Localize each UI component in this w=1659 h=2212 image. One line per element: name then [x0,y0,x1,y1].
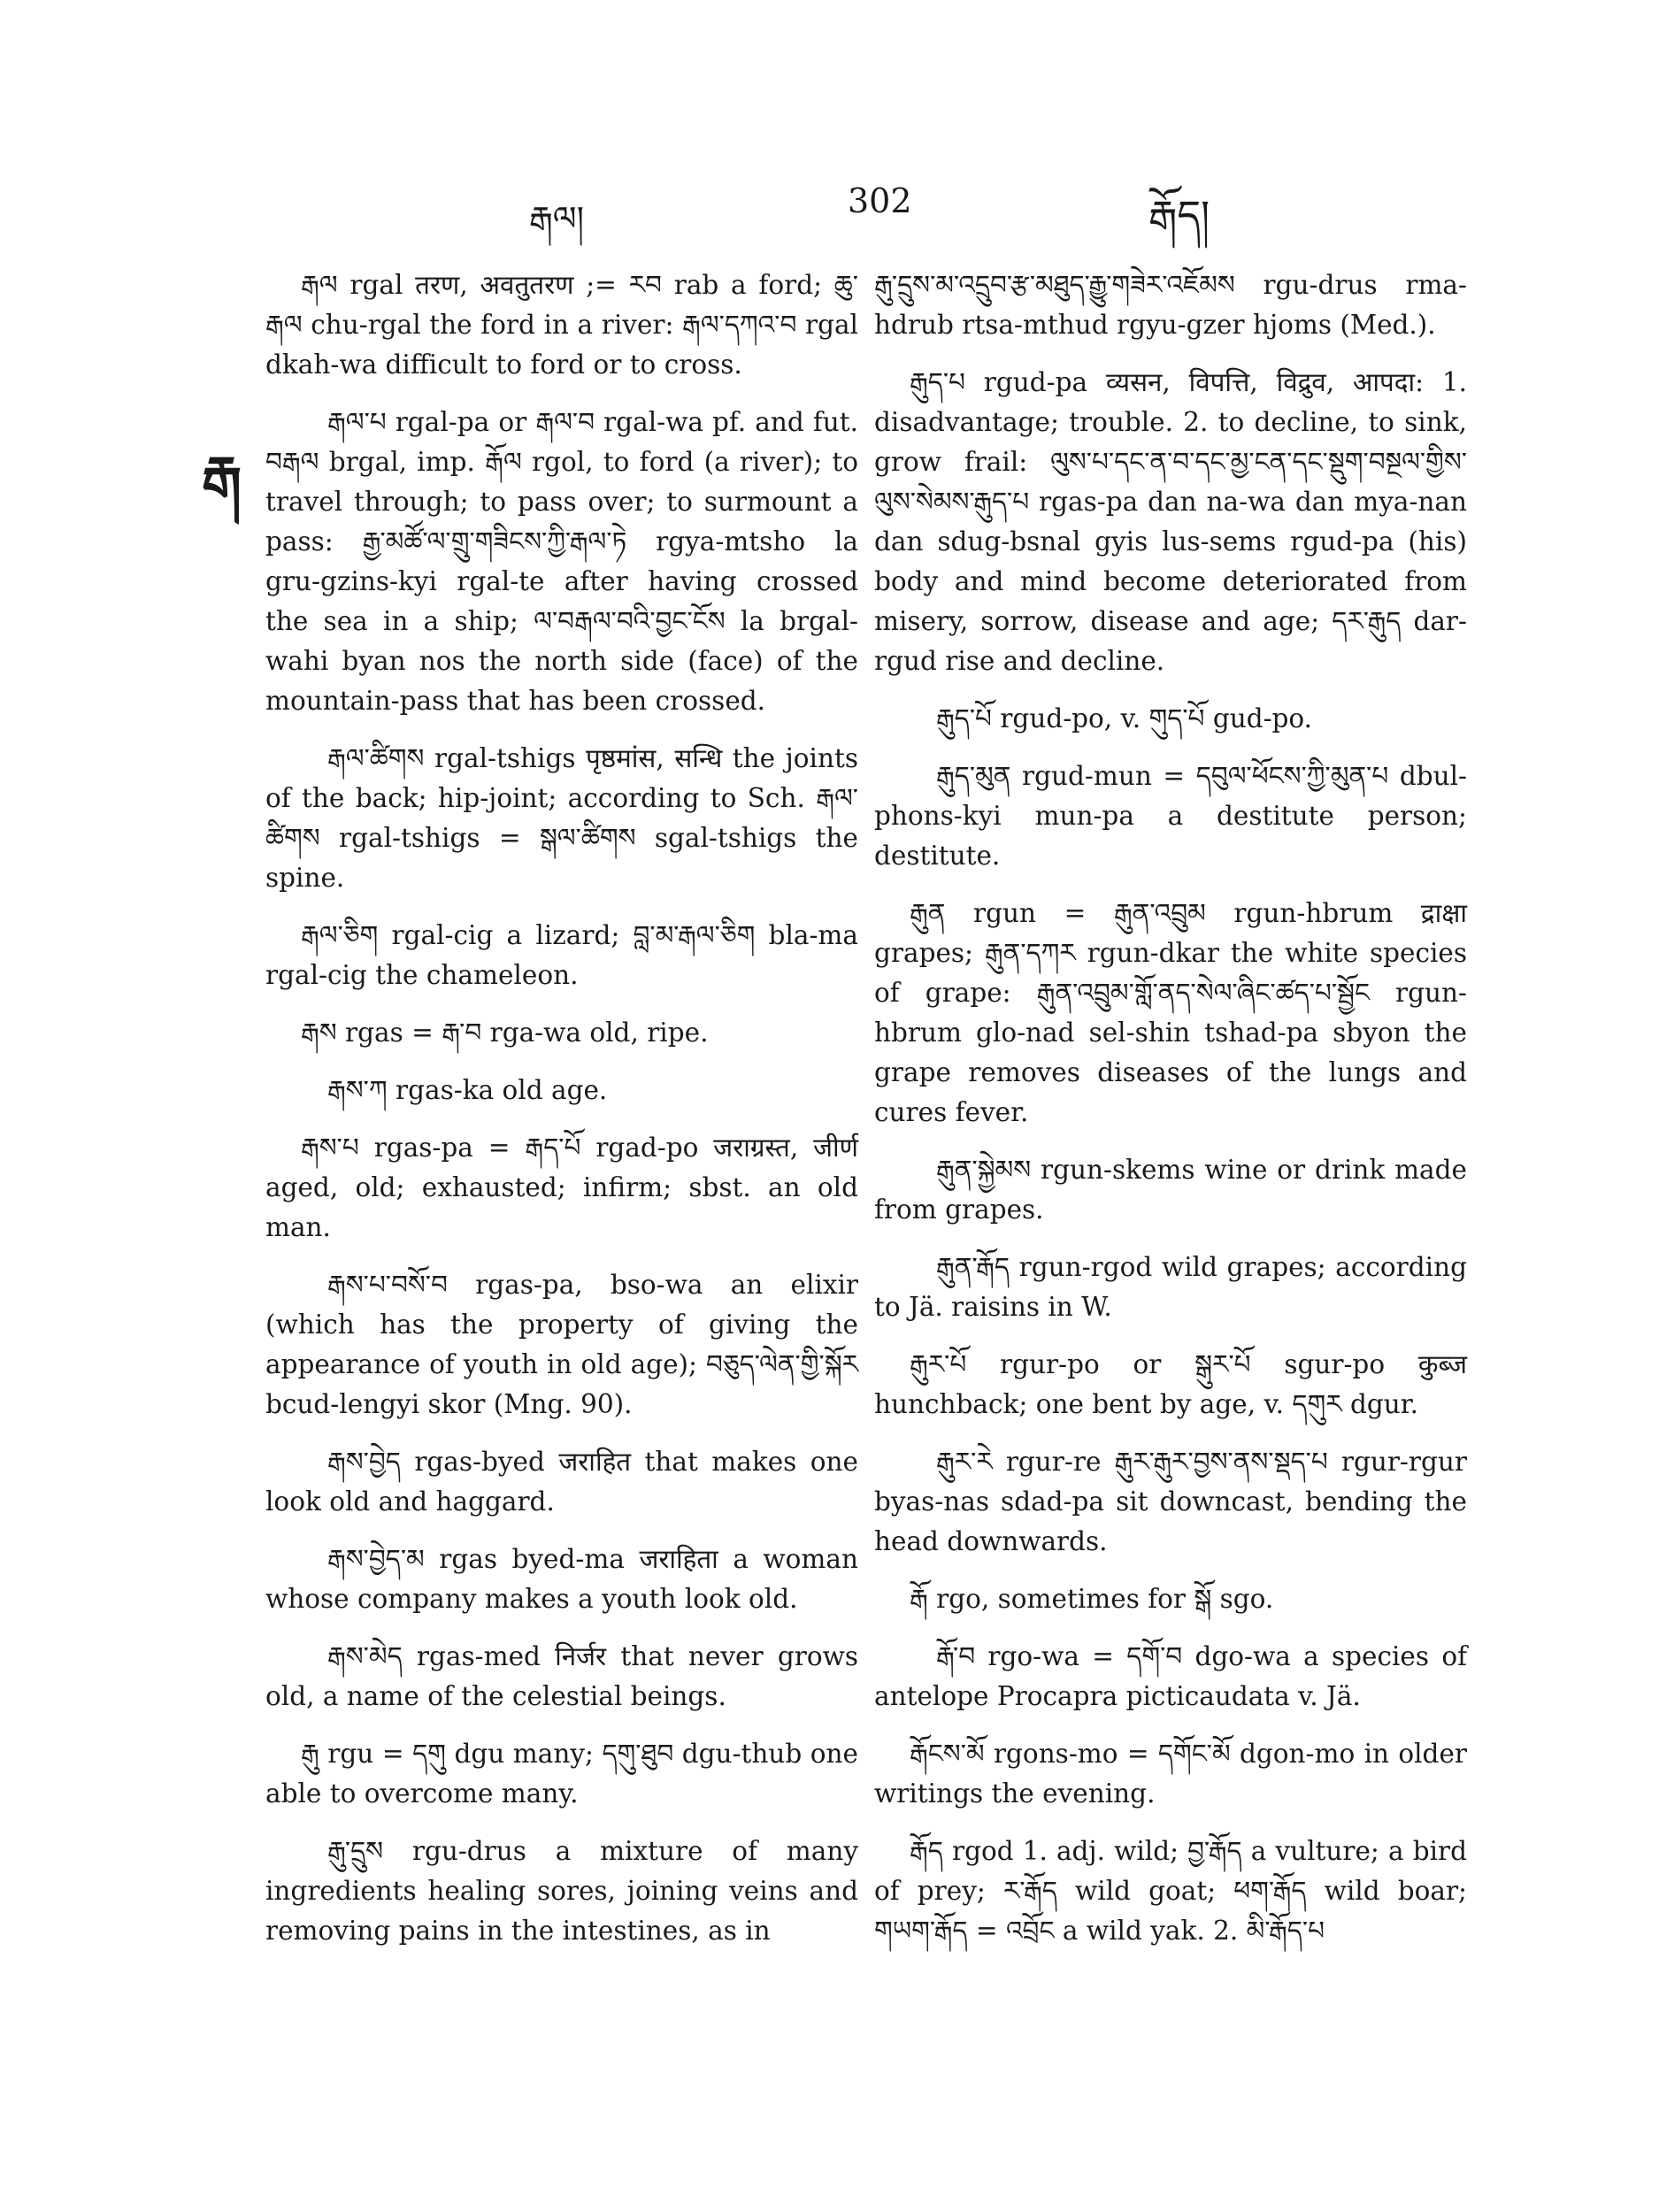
left-column [265,265,858,1969]
entry-rgur-re: རྒུར་རེ rgur-re རྒུར་རྒུར་བྱས་ནས་སྡད་པ rgur-rgur byas-nas sdad-pa sit downcast, bending the head downwards. [874,1447,1467,1556]
entry-rgons-mo: རྒོངས་མོ rgons-mo = དགོང་མོ dgon-mo in older writings the evening. [874,1739,1467,1809]
header-left-word: རྒལ། [529,199,585,238]
entry-rgud-pa: རྒུད་པ rgud-pa व्यसन, विपत्ति, विद्रुव, आपदा: 1. disadvantage; trouble. 2. to decline, to sink, grow frail: ལུས་པ་དང་ན་བ་དང་མྱ་ངན་དང་སྡུག་བསྔལ་གྱིས་ལུས་སེམས་རྒུད་པ rgas-pa dan na-wa dan mya-nan dan sdug-bsnal gyis lus-sems rgud-pa (his) body and mind become deteriorated from misery, sorrow, disease and age; དར་རྒུད dar-rgud rise and decline. [874,367,1467,676]
entry-rgud-mun: རྒུད་མུན rgud-mun = དབུལ་ཕོངས་ཀྱི་མུན་པ dbul-phons-kyi mun-pa a destitute person; destitute. [874,761,1467,871]
page-header [0,181,1659,239]
entry-rgas-byed-ma: རྒས་བྱེད་མ rgas byed-ma जराहिता a woman whose company makes a youth look old. [265,1544,858,1614]
right-column [874,265,1467,1969]
header-right-word: རྒོད། [1148,191,1210,239]
entry-rgu-drus: རྒུ་དྲུས rgu-drus a mixture of many ingredients healing sores, joining veins and removing pains in the intestines, as in [265,1836,858,1946]
entry-rgun-rgod: རྒུན་རྒོད rgun-rgod wild grapes; according to Jä. raisins in W. [874,1252,1467,1322]
entry-rgal: རྒལ rgal तरण, अवतुतरण ;= རབ rab a ford; ཆུ་རྒལ chu-rgal the ford in a river: རྒལ་དཀའ་བ rgal dkah-wa difficult to ford or to cross. [265,270,858,380]
entry-rgud-po: རྒུད་པོ rgud-po, v. གུད་པོ gud-po. [936,703,1313,733]
entry-rgas-ka: རྒས་ཀ rgas-ka old age. [327,1075,608,1105]
entry-rgas-pa: རྒས་པ rgas-pa = རྒད་པོ rgad-po जराग्रस्त, जीर्ण aged, old; exhausted; infirm; sbst. an old man. [265,1133,858,1242]
page-number: 302 [848,181,912,220]
entry-rgo-wa: རྒོ་བ rgo-wa = དགོ་བ dgo-wa a species of antelope Procapra picticaudata v. Jä. [874,1641,1467,1711]
entry-rgas: རྒས rgas = རྒ་བ rga-wa old, ripe. [301,1018,709,1048]
entry-rgas-pa-bso-wa: རྒས་པ་བསོ་བ rgas-pa, bso-wa an elixir (which has the property of giving the appearance of youth in old age); བཅུད་ལེན་གྱི་སྐོར bcud-lengyi skor (Mng. 90). [265,1270,858,1419]
entry-rgu-drus-continued: རྒུ་དྲུས་མ་འདྲུབ་རྩ་མཐུད་རྒྱུ་གཟེར་འཇོམས rgu-drus rma-hdrub rtsa-mthud rgyu-gzer hjoms (Med.). [874,270,1467,340]
entry-rgun-skems: རྒུན་སྐྱེམས rgun-skems wine or drink made from grapes. [874,1155,1467,1225]
entry-rgu: རྒུ rgu = དགུ dgu many; དགུ་ཐུབ dgu-thub one able to overcome many. [265,1739,858,1809]
margin-thumb-index: རྒ [202,444,241,511]
entry-rgal-cig: རྒལ་ཅིག rgal-cig a lizard; བླ་མ་རྒལ་ཅིག bla-ma rgal-cig the chameleon. [265,920,858,990]
entry-rgal-tshigs: རྒལ་ཚིགས rgal-tshigs पृष्ठमांस, सन्धि the joints of the back; hip-joint; according to Sch. རྒལ་ཚིགས rgal-tshigs = སྒལ་ཚིགས sgal-tshigs the spine. [265,743,858,893]
entry-rgal-pa: རྒལ་པ rgal-pa or རྒལ་བ rgal-wa pf. and fut. བརྒལ brgal, imp. རྒོལ rgol, to ford (a river); to travel through; to pass over; to surmount a pass: རྒྱ་མཚོ་ལ་གྲུ་གཟིངས་ཀྱི་རྒལ་ཏེ rgya-mtsho la gru-gzins-kyi rgal-te after having crossed the sea in a ship; ལ་བརྒལ་བའི་བྱང་ངོས la brgal-wahi byan nos the north side (face) of the mountain-pass that has been crossed. [265,407,858,716]
entry-rgun: རྒུན rgun = རྒུན་འབྲུམ rgun-hbrum द्राक्षा grapes; རྒུན་དཀར rgun-dkar the white species of grape: རྒུན་འབྲུམ་གློ་ནད་སེལ་ཞིང་ཚད་པ་སྦྱོང rgun-hbrum glo-nad sel-shin tshad-pa sbyon the grape removes diseases of the lungs and cures fever. [874,898,1467,1127]
entry-rgas-byed: རྒས་བྱེད rgas-byed जराहित that makes one look old and haggard. [265,1447,858,1517]
entry-rgo: རྒོ rgo, sometimes for སྒོ sgo. [910,1584,1274,1614]
entry-rgod: རྒོད rgod 1. adj. wild; བྱ་རྒོད a vulture; a bird of prey; ར་རྒོད wild goat; ཕག་རྒོད wild boar; གཡག་རྒོད = འབྲོང a wild yak. 2. མི་རྒོད་པ [874,1836,1467,1946]
entry-rgur-po: རྒུར་པོ rgur-po or སྒུར་པོ sgur-po कुब्ज hunchback; one bent by age, v. དགུར dgur. [874,1349,1467,1419]
entry-rgas-med: རྒས་མེད rgas-med निर्जर that never grows old, a name of the celestial beings. [265,1641,858,1711]
